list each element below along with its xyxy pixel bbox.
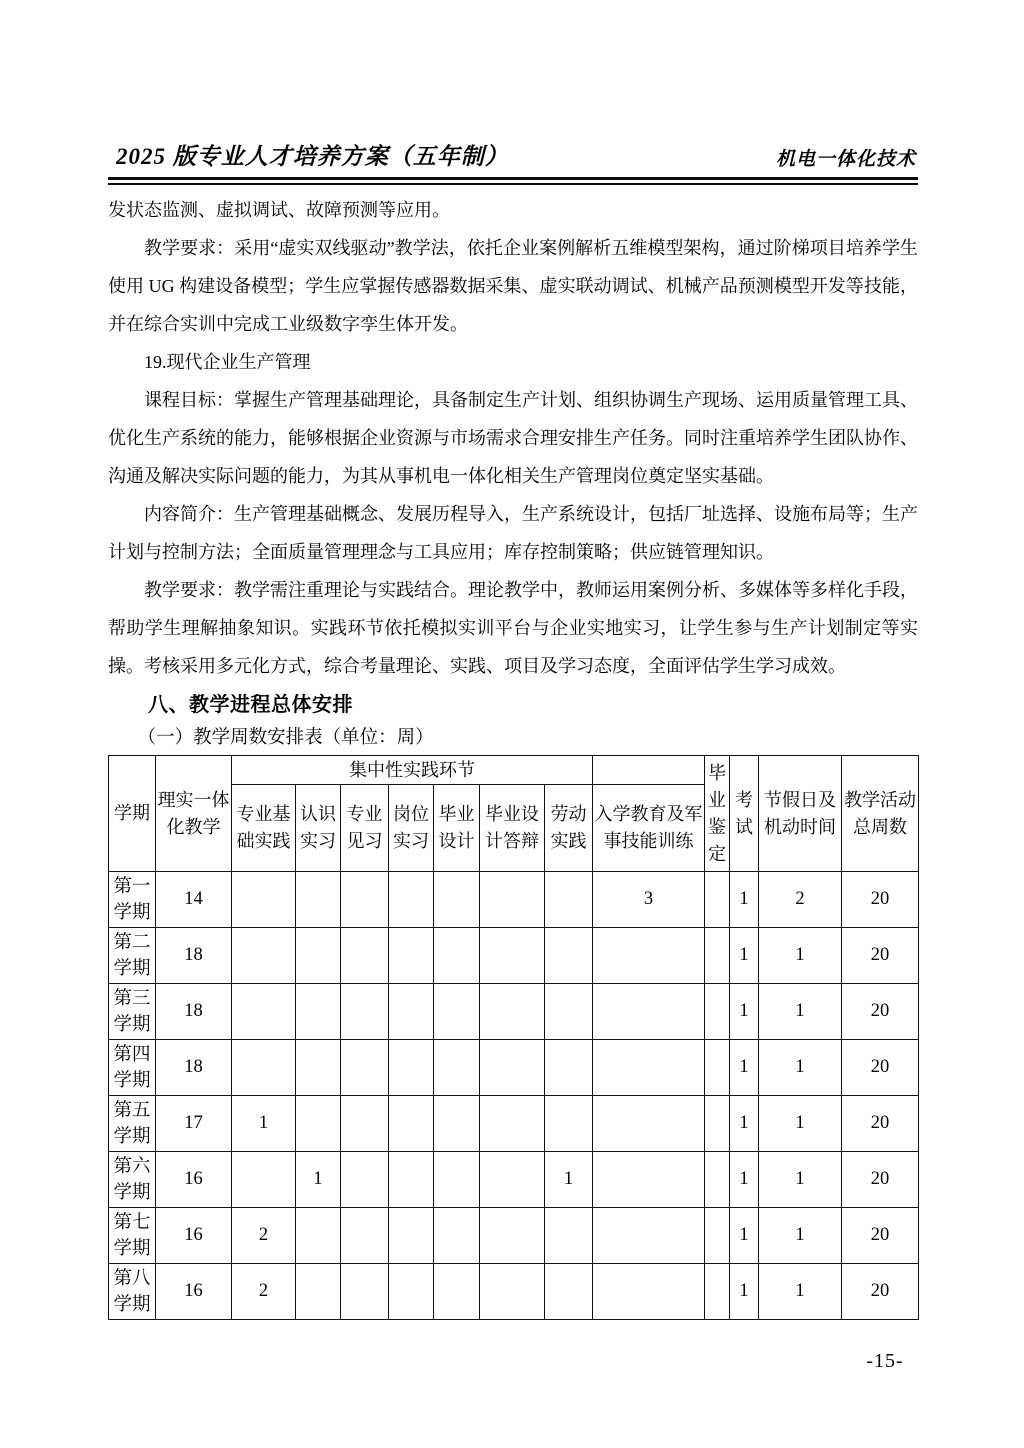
week-cell-integrated: 18 [156,1040,232,1096]
section-heading: 八、教学进程总体安排 [148,694,353,716]
week-cell-military [593,1264,705,1320]
week-cell-basic: 1 [232,1096,296,1152]
col-header-cognition-practicum: 认识实习 [296,785,341,872]
col-header-design-defense: 毕业设计答辩 [480,785,545,872]
week-cell-observe [341,1208,389,1264]
week-cell-holiday: 1 [759,928,842,984]
week-cell-holiday: 2 [759,872,842,928]
paragraph-course-number: 19.现代企业生产管理 [144,352,311,372]
week-cell-observe [341,1040,389,1096]
week-cell-post [389,984,434,1040]
week-cell-cognition [296,984,341,1040]
week-cell-defense [480,1096,545,1152]
col-header-exam: 考试 [730,756,759,872]
week-cell-defense [480,1040,545,1096]
week-cell-defense [480,1264,545,1320]
week-cell-basic [232,984,296,1040]
col-header-holiday-flexible-time: 节假日及机动时间 [759,756,842,872]
week-cell-defense [480,928,545,984]
week-cell-military [593,1152,705,1208]
week-cell-integrated: 14 [156,872,232,928]
week-cell-design [434,984,480,1040]
week-cell-design [434,1152,480,1208]
week-cell-exam: 1 [730,1208,759,1264]
week-cell-observe [341,1264,389,1320]
week-cell-observe [341,984,389,1040]
col-header-graduation-appraisal: 毕业鉴定 [705,756,730,872]
table-row [109,872,919,928]
semester-cell: 第二学期 [109,928,156,984]
table-row [109,984,919,1040]
semester-cell: 第三学期 [109,984,156,1040]
week-cell-exam: 1 [730,1152,759,1208]
week-cell-holiday: 1 [759,1152,842,1208]
week-cell-labor [545,1096,593,1152]
teaching-weeks-table [108,755,919,1320]
week-cell-observe [341,1152,389,1208]
col-header-post-practicum: 岗位实习 [389,785,434,872]
week-cell-cognition [296,928,341,984]
week-cell-holiday: 1 [759,1264,842,1320]
semester-cell: 第五学期 [109,1096,156,1152]
semester-cell: 第四学期 [109,1040,156,1096]
week-cell-cognition [296,872,341,928]
week-cell-cognition [296,1096,341,1152]
week-cell-holiday: 1 [759,984,842,1040]
week-cell-exam: 1 [730,1264,759,1320]
week-cell-integrated: 17 [156,1096,232,1152]
week-cell-design [434,1040,480,1096]
week-cell-labor: 1 [545,1152,593,1208]
week-cell-military [593,1040,705,1096]
week-cell-observe [341,1096,389,1152]
paragraph-teaching-req-2: 教学要求：教学需注重理论与实践结合。理论教学中，教师运用案例分析、多媒体等多样化手段，帮助学生理解抽象知识。实践环节依托模拟实训平台与企业实地实习，让学生参与生产计划制定等实操。考核采用多元化方式，综合考量理论、实践、项目及学习态度，全面评估学生学习成效。 [108,580,918,676]
table-body [109,872,919,1320]
paragraph-continuation: 发状态监测、虚拟调试、故障预测等应用。 [108,200,450,220]
week-cell-total: 20 [842,1096,919,1152]
week-cell-defense [480,872,545,928]
week-cell-military [593,928,705,984]
week-cell-cognition [296,1208,341,1264]
week-cell-total: 20 [842,1208,919,1264]
week-cell-labor [545,872,593,928]
week-cell-integrated: 18 [156,984,232,1040]
header-double-rule [108,177,918,185]
table-header-row-1 [109,756,919,785]
week-cell-design [434,1208,480,1264]
page-header [108,138,918,175]
week-cell-basic: 2 [232,1264,296,1320]
week-cell-integrated: 16 [156,1264,232,1320]
col-header-empty [593,756,705,785]
body-text [108,191,918,1320]
week-cell-military [593,984,705,1040]
week-cell-military [593,1096,705,1152]
week-cell-military [593,1208,705,1264]
table-row [109,1152,919,1208]
col-header-professional-observation: 专业见习 [341,785,389,872]
table-row [109,1264,919,1320]
week-cell-post [389,1152,434,1208]
col-header-total-weeks: 教学活动总周数 [842,756,919,872]
col-header-labor-practice: 劳动实践 [545,785,593,872]
week-cell-holiday: 1 [759,1040,842,1096]
week-cell-labor [545,928,593,984]
week-cell-design [434,1264,480,1320]
table-header [109,756,919,872]
page-number: -15- [866,1350,904,1372]
week-cell-appraisal [705,928,730,984]
week-cell-military: 3 [593,872,705,928]
col-header-semester: 学期 [109,756,156,872]
week-cell-integrated: 18 [156,928,232,984]
week-cell-observe [341,872,389,928]
week-cell-appraisal [705,872,730,928]
week-cell-appraisal [705,1040,730,1096]
paragraph-course-goal: 课程目标：掌握生产管理基础理论，具备制定生产计划、组织协调生产现场、运用质量管理工具、优化生产系统的能力，能够根据企业资源与市场需求合理安排生产任务。同时注重培养学生团队协作、沟通及解决实际问题的能力，为其从事机电一体化相关生产管理岗位奠定坚实基础。 [108,390,918,486]
week-cell-integrated: 16 [156,1208,232,1264]
week-cell-exam: 1 [730,872,759,928]
paragraph-teaching-req-1: 教学要求：采用“虚实双线驱动”教学法，依托企业案例解析五维模型架构，通过阶梯项目培养学生使用 UG 构建设备模型；学生应掌握传感器数据采集、虚实联动调试、机械产品预测模型开发等技能，并在综合实训中完成工业级数字孪生体开发。 [108,238,918,334]
week-cell-cognition: 1 [296,1152,341,1208]
table-row [109,1208,919,1264]
week-cell-appraisal [705,1096,730,1152]
table-caption: （一）教学周数安排表（单位：周） [137,728,434,748]
semester-cell: 第一学期 [109,872,156,928]
week-cell-design [434,872,480,928]
week-cell-defense [480,1152,545,1208]
table-row [109,1096,919,1152]
week-cell-total: 20 [842,1264,919,1320]
week-cell-cognition [296,1040,341,1096]
week-cell-defense [480,1208,545,1264]
week-cell-post [389,1208,434,1264]
header-left-title: 2025 版专业人才培养方案（五年制） [116,144,509,169]
week-cell-basic [232,1152,296,1208]
week-cell-labor [545,1264,593,1320]
col-header-basic-practice: 专业基础实践 [232,785,296,872]
week-cell-labor [545,1208,593,1264]
semester-cell: 第七学期 [109,1208,156,1264]
week-cell-exam: 1 [730,984,759,1040]
week-cell-cognition [296,1264,341,1320]
week-cell-design [434,1096,480,1152]
week-cell-defense [480,984,545,1040]
week-cell-holiday: 1 [759,1096,842,1152]
table-row [109,1040,919,1096]
week-cell-appraisal [705,1208,730,1264]
col-header-graduation-design: 毕业设计 [434,785,480,872]
week-cell-holiday: 1 [759,1208,842,1264]
week-cell-total: 20 [842,1152,919,1208]
week-cell-total: 20 [842,1040,919,1096]
week-cell-appraisal [705,1152,730,1208]
col-header-integrated-teaching: 理实一体化教学 [156,756,232,872]
week-cell-observe [341,928,389,984]
week-cell-appraisal [705,1264,730,1320]
week-cell-basic: 2 [232,1208,296,1264]
week-cell-exam: 1 [730,1040,759,1096]
page-content [108,138,918,1320]
week-cell-post [389,928,434,984]
col-header-military-training: 入学教育及军事技能训练 [593,785,705,872]
week-cell-basic [232,872,296,928]
week-cell-design [434,928,480,984]
week-cell-labor [545,1040,593,1096]
table-row [109,928,919,984]
week-cell-post [389,1040,434,1096]
week-cell-post [389,872,434,928]
week-cell-labor [545,984,593,1040]
week-cell-post [389,1096,434,1152]
week-cell-integrated: 16 [156,1152,232,1208]
week-cell-appraisal [705,984,730,1040]
col-group-centralized-practice: 集中性实践环节 [232,756,593,785]
week-cell-basic [232,928,296,984]
semester-cell: 第八学期 [109,1264,156,1320]
semester-cell: 第六学期 [109,1152,156,1208]
week-cell-post [389,1264,434,1320]
week-cell-total: 20 [842,928,919,984]
week-cell-basic [232,1040,296,1096]
paragraph-course-intro: 内容简介：生产管理基础概念、发展历程导入，生产系统设计，包括厂址选择、设施布局等；生产计划与控制方法；全面质量管理理念与工具应用；库存控制策略；供应链管理知识。 [108,504,918,562]
week-cell-exam: 1 [730,928,759,984]
week-cell-total: 20 [842,984,919,1040]
week-cell-total: 20 [842,872,919,928]
header-right-title: 机电一体化技术 [775,149,916,170]
week-cell-exam: 1 [730,1096,759,1152]
